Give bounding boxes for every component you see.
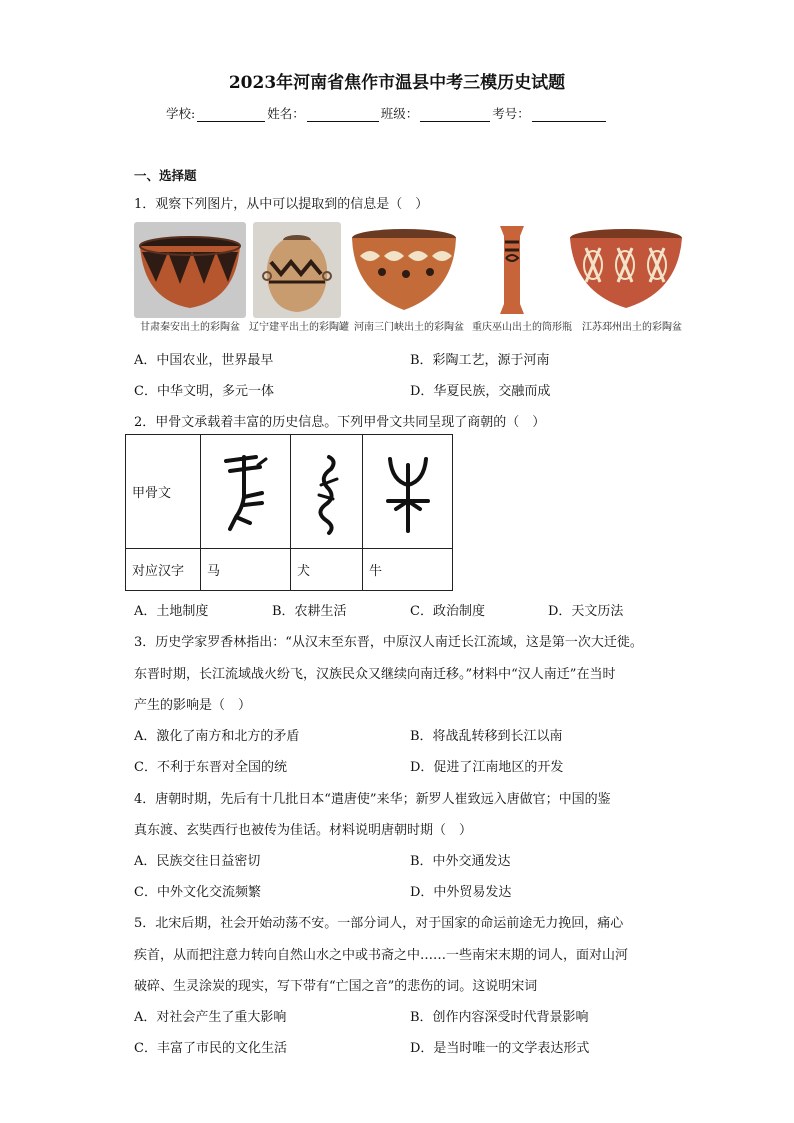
q3-line-3: 产生的影响是（ ） (134, 698, 252, 713)
painted-jar-liaoning-image (253, 222, 341, 318)
caption-jiangsu: 江苏邳州出土的彩陶盆 (582, 322, 682, 333)
class-blank[interactable] (420, 107, 490, 122)
q5-line-1: 5．北宋后期，社会开始动荡不安。一部分词人，对于国家的命运前途无力挽回，痛心 (134, 916, 624, 931)
page-title: 2023年河南省焦作市温县中考三模历史试题 (228, 73, 566, 93)
q2-option-d[interactable]: D．天文历法 (548, 604, 624, 619)
section-title: 一、选择题 (134, 168, 197, 183)
oracle-bone-table (125, 434, 453, 591)
q5-option-d[interactable]: D．是当时唯一的文学表达形式 (410, 1041, 590, 1056)
q3-option-a[interactable]: A．激化了南方和北方的矛盾 (134, 729, 300, 744)
q3-line-1: 3．历史学家罗香林指出：“从汉末至东晋，中原汉人南迁长江流域，这是第一次大迁徙。 (134, 635, 643, 650)
school-label: 学校: (166, 106, 196, 121)
q4-option-a[interactable]: A．民族交往日益密切 (134, 854, 261, 869)
caption-gansu: 甘肃秦安出土的彩陶盆 (140, 322, 240, 333)
horse-glyph-icon (207, 447, 284, 537)
hanzi-row-label: 对应汉字 (126, 549, 201, 591)
painted-basin-henan-image (348, 222, 460, 318)
student-info-line (166, 104, 608, 122)
q1-stem: 1．观察下列图片，从中可以提取到的信息是（ ） (134, 197, 429, 212)
q4-option-b[interactable]: B．中外交通发达 (410, 854, 511, 869)
oracle-glyph-dog (291, 435, 363, 549)
q1-option-c[interactable]: C．中华文明，多元一体 (134, 384, 274, 399)
caption-henan: 河南三门峡出土的彩陶盆 (354, 322, 464, 333)
exam-no-blank[interactable] (532, 107, 606, 122)
q5-line-3: 破碎、生灵涂炭的现实，写下带有“亡国之音”的悲伤的词。这说明宋词 (134, 979, 538, 994)
name-label: 姓名： (267, 106, 305, 121)
caption-liaoning: 辽宁建平出土的彩陶罐 (249, 322, 349, 333)
q4-option-c[interactable]: C．中外文化交流频繁 (134, 885, 261, 900)
q3-line-2: 东晋时期，长江流域战火纷飞，汉族民众又继续向南迁移。”材料中“汉人南迁”在当时 (134, 667, 616, 682)
q4-line-1: 4．唐朝时期，先后有十几批日本“遣唐使”来华；新罗人崔致远入唐做官；中国的鉴 (134, 792, 611, 807)
dog-glyph-icon (297, 447, 356, 537)
oracle-glyph-ox (363, 435, 453, 549)
q5-option-a[interactable]: A．对社会产生了重大影响 (134, 1010, 287, 1025)
caption-chongqing: 重庆巫山出土的筒形瓶 (472, 322, 572, 333)
ox-glyph-icon (369, 447, 446, 537)
q2-option-b[interactable]: B．农耕生活 (272, 604, 347, 619)
q3-option-d[interactable]: D．促进了江南地区的开发 (410, 760, 564, 775)
q5-option-c[interactable]: C．丰富了市民的文化生活 (134, 1041, 287, 1056)
q4-line-2: 真东渡、玄奘西行也被传为佳话。材料说明唐朝时期（ ） (134, 823, 473, 838)
q3-option-c[interactable]: C．不利于东晋对全国的统 (134, 760, 287, 775)
oracle-row-label: 甲骨文 (126, 435, 201, 549)
q1-option-d[interactable]: D．华夏民族，交融而成 (410, 384, 551, 399)
tube-vase-chongqing-image (490, 222, 534, 318)
hanzi-ox: 牛 (363, 549, 453, 591)
painted-basin-gansu-image (134, 222, 246, 318)
q1-option-b[interactable]: B．彩陶工艺，源于河南 (410, 353, 550, 368)
q2-option-a[interactable]: A．土地制度 (134, 604, 209, 619)
q4-option-d[interactable]: D．中外贸易发达 (410, 885, 512, 900)
class-label: 班级： (380, 106, 419, 121)
painted-basin-jiangsu-image (566, 222, 686, 318)
exam-no-label: 考号： (492, 106, 530, 121)
school-blank[interactable] (197, 107, 265, 122)
q3-option-b[interactable]: B．将战乱转移到长江以南 (410, 729, 563, 744)
q5-line-2: 疾首，从而把注意力转向自然山水之中或书斋之中……一些南宋末期的词人，面对山河 (134, 948, 629, 963)
hanzi-horse: 马 (201, 549, 291, 591)
oracle-glyph-horse (201, 435, 291, 549)
q2-stem: 2．甲骨文承载着丰富的历史信息。下列甲骨文共同呈现了商朝的（ ） (134, 415, 546, 430)
hanzi-dog: 犬 (291, 549, 363, 591)
q2-option-c[interactable]: C．政治制度 (410, 604, 485, 619)
q1-option-a[interactable]: A．中国农业，世界最早 (134, 353, 274, 368)
name-blank[interactable] (307, 107, 379, 122)
q5-option-b[interactable]: B．创作内容深受时代背景影响 (410, 1010, 589, 1025)
